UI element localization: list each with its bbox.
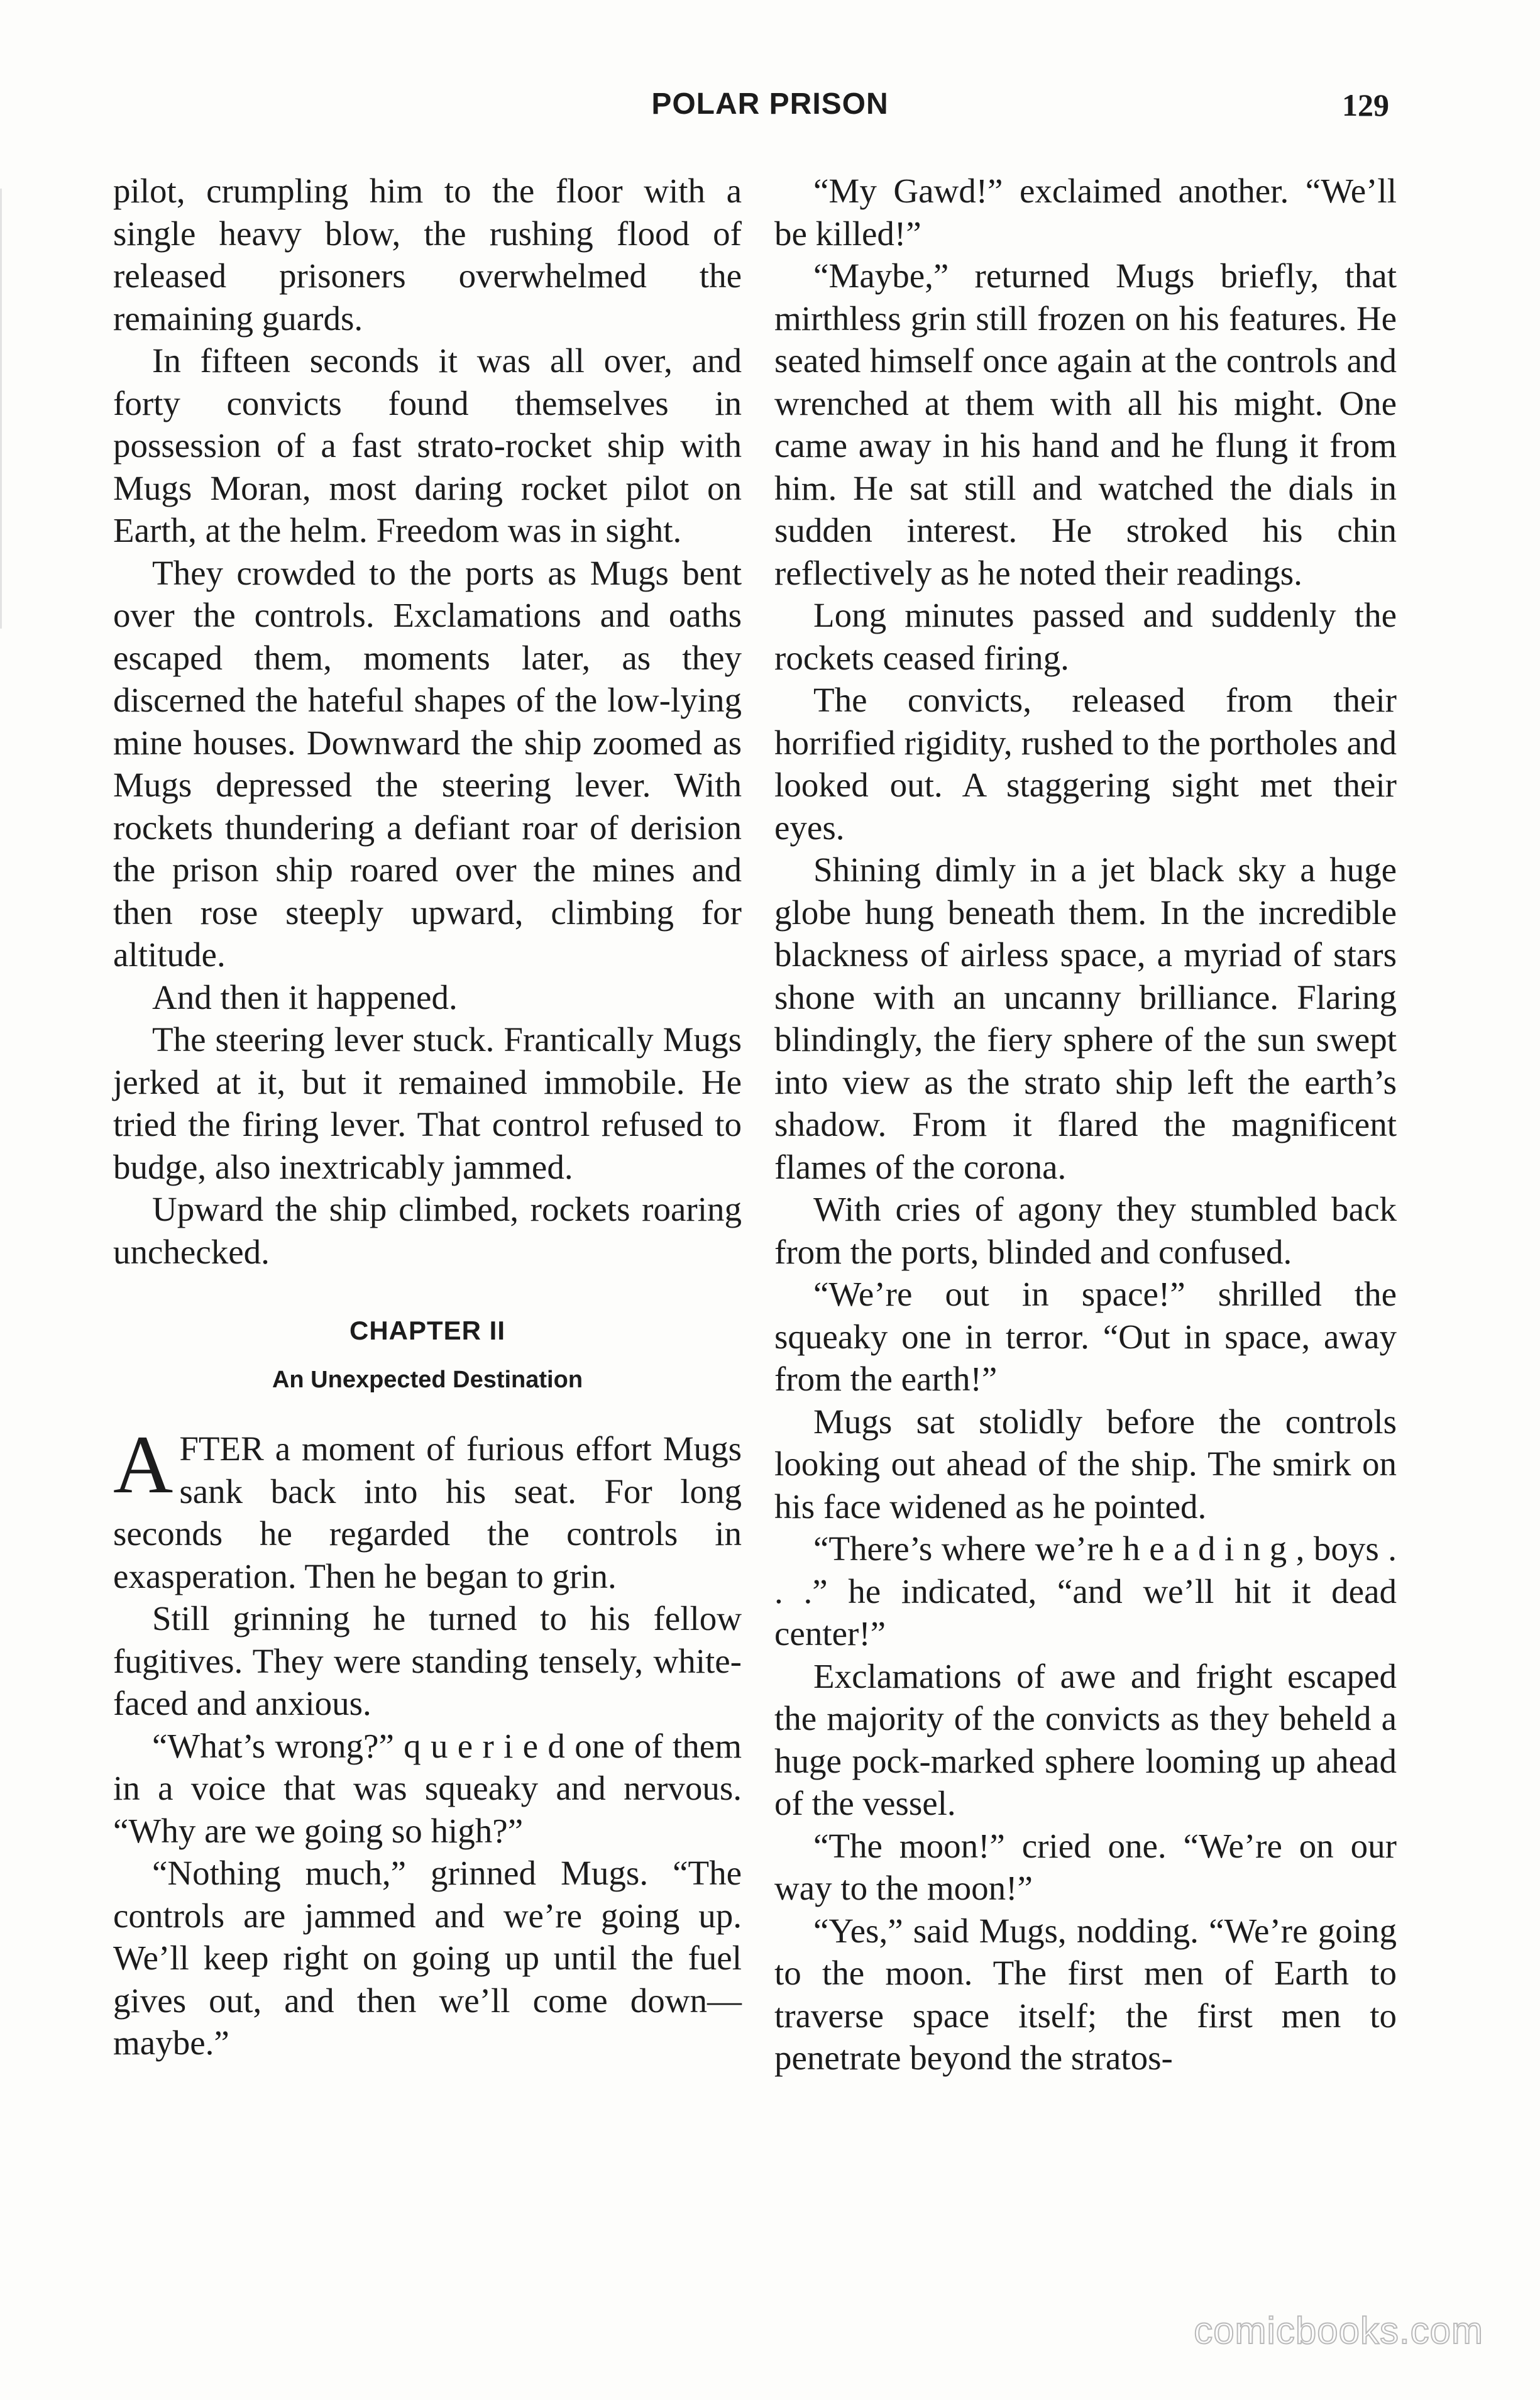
left-column [113, 170, 742, 2064]
paragraph: They crowded to the ports as Mugs bent over the controls. Exclamations and oaths escaped them, moments later, as they discerned the hateful shapes of the low-lying mine houses. Downward the ship zoomed as Mugs depressed the steering lever. With rockets thundering a defiant roar of derision the prison ship roared over the mines and then rose steeply upward, climbing for altitude. [113, 553, 742, 974]
watermark: comicbooks.com [1194, 2309, 1483, 2352]
paragraph: “There’s where we’re h e a d i n g , boys . . .” he indicated, “and we’ll hit it dead center!” [774, 1529, 1397, 1653]
page-header [0, 87, 1540, 131]
paragraph: “Yes,” said Mugs, nodding. “We’re going to the moon. The first men of Earth to traverse space itself; the first men to penetrate beyond the stratos- [774, 1911, 1397, 2077]
paragraph: “Nothing much,” grinned Mugs. “The controls are jammed and we’re going up. We’ll keep right on going up until the fuel gives out, and then we’ll come down—maybe.” [113, 1854, 742, 2062]
paragraph: The convicts, released from their horrified rigidity, rushed to the portholes and looked out. A staggering sight met their eyes. [774, 681, 1397, 847]
right-column [774, 170, 1397, 2079]
paragraph: “We’re out in space!” shrilled the squeaky one in terror. “Out in space, away from the earth!” [774, 1275, 1397, 1398]
drop-cap: A [113, 1418, 173, 1511]
paragraph: Exclamations of awe and fright escaped the majority of the convicts as they beheld a huge pock-marked sphere looming up ahead of the vessel. [774, 1656, 1397, 1822]
page-edge-marks [0, 189, 21, 629]
paragraph: pilot, crumpling him to the floor with a single heavy blow, the rushing flood of released prisoners overwhelmed the remaining guards. [113, 172, 742, 338]
paragraph: “Maybe,” returned Mugs briefly, that mirthless grin still frozen on his features. He seated himself once again at the controls and wrenched at them with all his might. One came away in his hand and he flung it from him. He sat still and watched the dials in sudden interest. He stroked his chin reflectively as he noted their readings. [774, 256, 1397, 592]
paragraph: Mugs sat stolidly before the controls looking out ahead of the ship. The smirk on his face widened as he pointed. [774, 1402, 1397, 1526]
running-title: POLAR PRISON [651, 87, 889, 121]
paragraph: “My Gawd!” exclaimed another. “We’ll be killed!” [774, 172, 1397, 253]
chapter-heading: CHAPTER II [349, 1316, 505, 1345]
paragraph: In fifteen seconds it was all over, and forty convicts found themselves in possession of a fast strato-rocket ship with Mugs Moran, most daring rocket pilot on Earth, at the helm. Freedom was in sight. [113, 341, 742, 549]
paragraph: Long minutes passed and suddenly the rockets ceased firing. [774, 596, 1397, 677]
paragraph-text: FTER a moment of furious effort Mugs sank back into his seat. For long seconds he regarded the controls in exasperation. Then he began to grin. [113, 1429, 742, 1595]
paragraph: Shining dimly in a jet black sky a huge globe hung beneath them. In the incredible blackness of airless space, a myriad of stars shone with an uncanny brilliance. Flaring blindingly, the fiery sphere of the sun swept into view as the strato ship left the earth’s shadow. From it flared the magnificent flames of the corona. [774, 850, 1397, 1186]
chapter-opening-paragraph [113, 1418, 742, 1597]
paragraph: “What’s wrong?” q u e r i e d one of them in a voice that was squeaky and nervous. “Why are we going so high?” [113, 1726, 742, 1850]
paragraph: “The moon!” cried one. “We’re on our way to the moon!” [774, 1826, 1397, 1907]
paragraph: With cries of agony they stumbled back from the ports, blinded and confused. [774, 1190, 1397, 1271]
paragraph: Upward the ship climbed, rockets roaring unchecked. [113, 1190, 742, 1271]
page-number: 129 [1342, 87, 1389, 123]
paragraph: And then it happened. [152, 977, 458, 1016]
paragraph: Still grinning he turned to his fellow fugitives. They were standing tensely, white-faced and anxious. [113, 1599, 742, 1722]
chapter-subtitle: An Unexpected Destination [272, 1367, 583, 1393]
paragraph: The steering lever stuck. Frantically Mugs jerked at it, but it remained immobile. He tried the firing lever. That control refused to budge, also inextricably jammed. [113, 1020, 742, 1186]
